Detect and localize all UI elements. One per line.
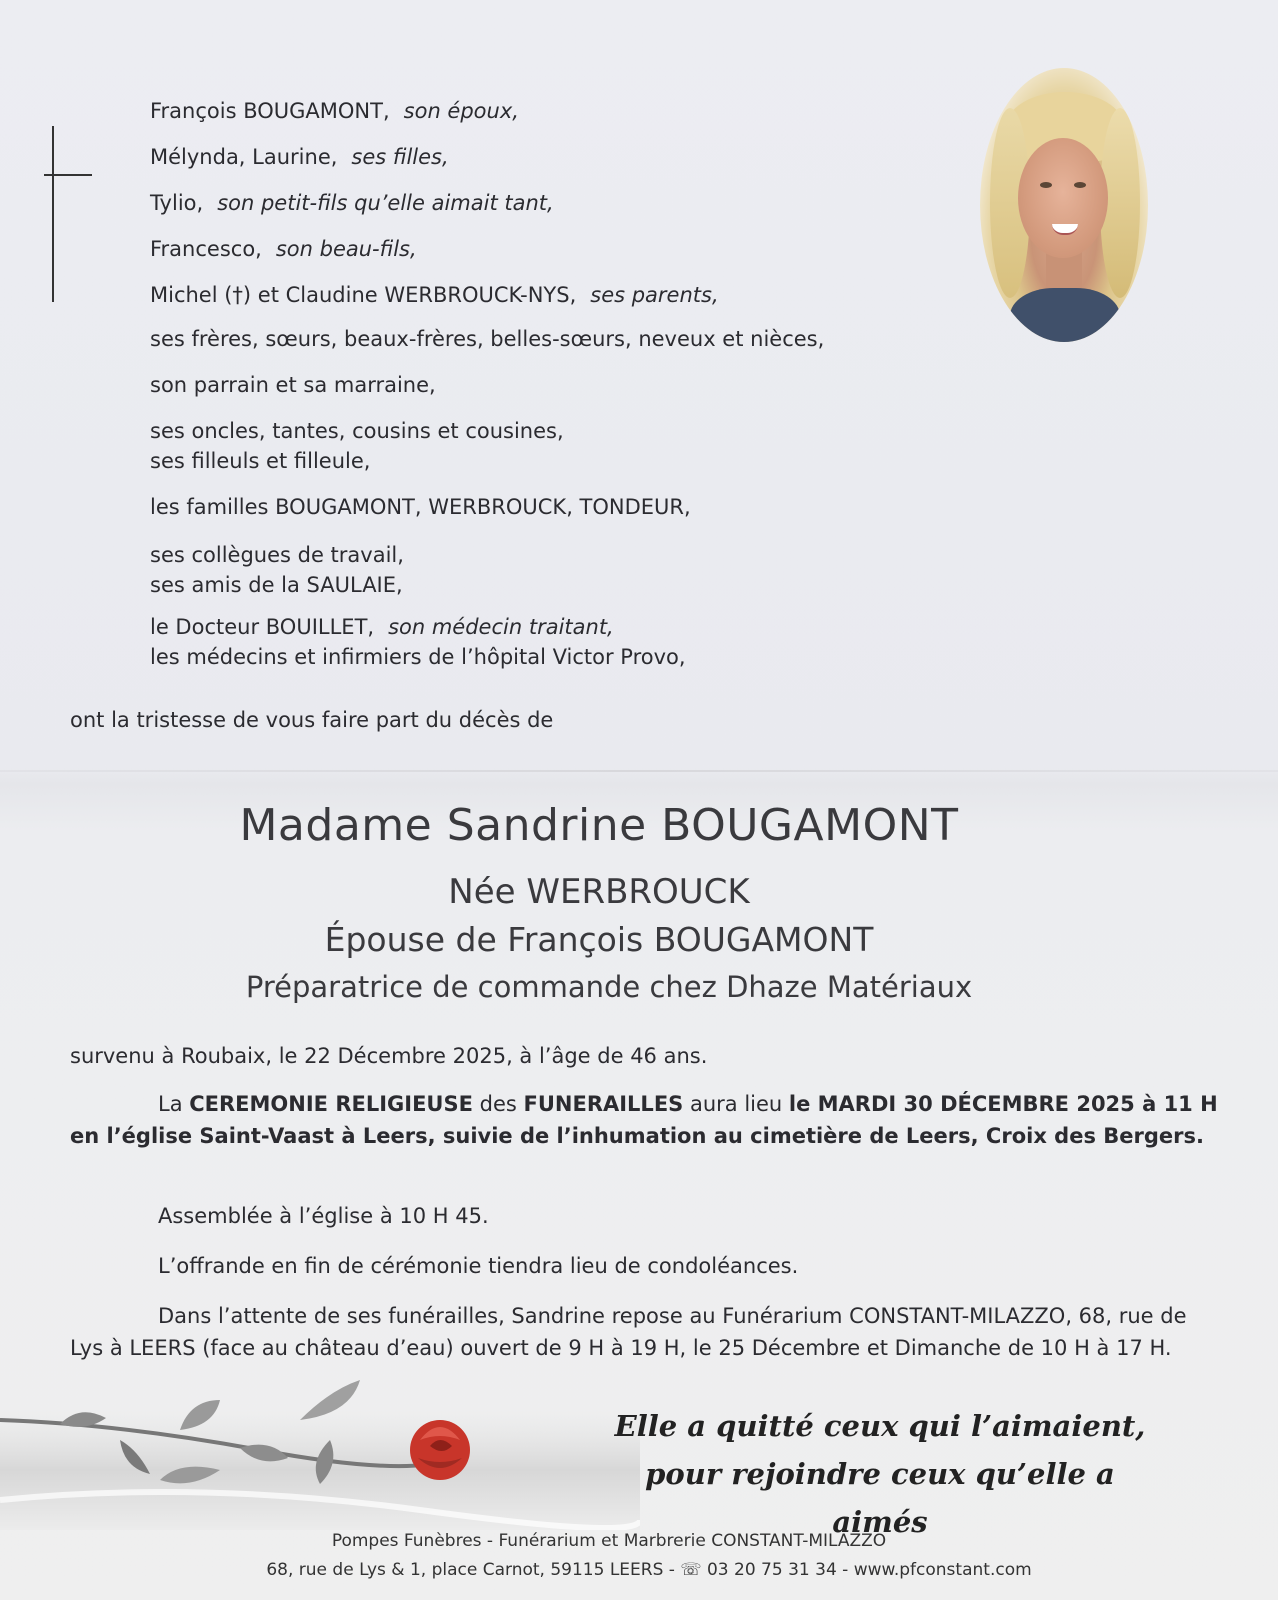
deceased-name: Madame Sandrine BOUGAMONT bbox=[239, 800, 959, 851]
assembly-info: Assemblée à l’église à 10 H 45. bbox=[158, 1204, 489, 1228]
family-line: le Docteur BOUILLET, son médecin traitant, bbox=[150, 615, 614, 639]
family-line: ses oncles, tantes, cousins et cousines, bbox=[150, 419, 564, 443]
funerarium-info: Dans l’attente de ses funérailles, Sandrine repose au Funérarium CONSTANT-MILAZZO, 68, rue de Lys à LEERS (face au château d’eau) ouvert de 9 H à 19 H, le 25 Décembre et Dimanche de 10 H à 17 H. bbox=[70, 1304, 1187, 1360]
family-line: ses frères, sœurs, beaux-frères, belles-sœurs, neveux et nièces, bbox=[150, 327, 825, 351]
family-line: Francesco, son beau-fils, bbox=[150, 237, 417, 261]
family-line: Mélynda, Laurine, ses filles, bbox=[150, 145, 449, 169]
family-line: son parrain et sa marraine, bbox=[150, 373, 436, 397]
family-line: Tylio, son petit-fils qu’elle aimait tant, bbox=[150, 191, 554, 215]
family-line: les médecins et infirmiers de l’hôpital Victor Provo, bbox=[150, 645, 686, 669]
family-line: ses amis de la SAULAIE, bbox=[150, 573, 403, 597]
verse-line-1: Elle a quitté ceux qui l’aimaient, bbox=[614, 1409, 1146, 1443]
footer-address: 68, rue de Lys & 1, place Carnot, 59115 LEERS - ☏ 03 20 75 31 34 - www.pfconstant.com bbox=[266, 1560, 1032, 1580]
cross-horizontal bbox=[44, 174, 92, 176]
occupation: Préparatrice de commande chez Dhaze Matériaux bbox=[245, 970, 973, 1004]
death-info: survenu à Roubaix, le 22 Décembre 2025, à l’âge de 46 ans. bbox=[70, 1044, 708, 1068]
family-line: Michel (†) et Claudine WERBROUCK-NYS, ses parents, bbox=[150, 283, 719, 307]
family-line: les familles BOUGAMONT, WERBROUCK, TONDEUR, bbox=[150, 495, 691, 519]
family-line: François BOUGAMONT, son époux, bbox=[150, 99, 519, 123]
rose-illustration bbox=[0, 1380, 640, 1530]
portrait-photo bbox=[980, 68, 1148, 342]
family-line: ses filleuls et filleule, bbox=[150, 449, 371, 473]
fold-line bbox=[0, 770, 1278, 772]
family-line: ses collègues de travail, bbox=[150, 543, 404, 567]
verse-line-2: pour rejoindre ceux qu’elle a aimés bbox=[645, 1457, 1115, 1539]
offering-info: L’offrande en fin de cérémonie tiendra lieu de condoléances. bbox=[158, 1254, 799, 1278]
cross-vertical bbox=[52, 126, 54, 302]
birth-name: Née WERBROUCK bbox=[448, 872, 750, 912]
ceremony-paragraph: La CEREMONIE RELIGIEUSE des FUNERAILLES aura lieu le MARDI 30 DÉCEMBRE 2025 à 11 H en l’église Saint-Vaast à Leers, suivie de l’inhumation au cimetière de Leers, Croix des Bergers. bbox=[70, 1092, 1218, 1148]
footer-company: Pompes Funèbres - Funérarium et Marbrerie CONSTANT-MILAZZO bbox=[331, 1531, 887, 1551]
announcement-lead: ont la tristesse de vous faire part du décès de bbox=[70, 708, 554, 732]
spouse-line: Épouse de François BOUGAMONT bbox=[324, 920, 874, 959]
